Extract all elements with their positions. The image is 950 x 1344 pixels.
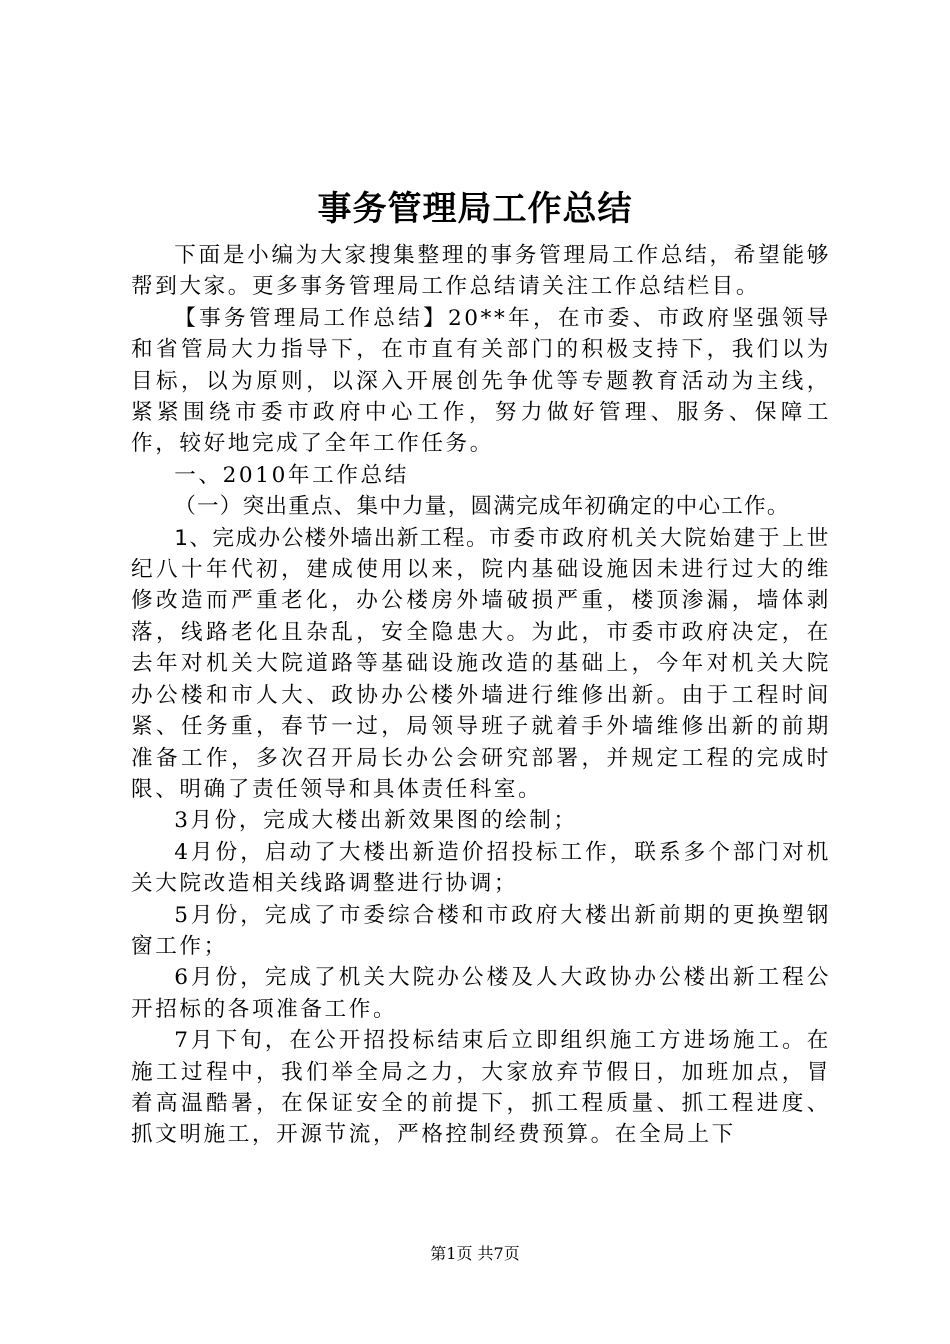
document-body <box>131 240 831 1151</box>
summary-paragraph: 【事务管理局工作总结】20**年，在市委、市政府坚强领导和省管局大力指导下，在市直有关部门的积极支持下，我们以为目标，以为原则，以深入开展创先争优等专题教育活动为主线，紧紧围绕市委市政府中心工作，努力做好管理、服务、保障工作，较好地完成了全年工作任务。 <box>131 305 831 457</box>
april-paragraph: 4月份，启动了大楼出新造价招投标工作，联系多个部门对机关大院改造相关线路调整进行协调； <box>131 839 831 897</box>
march-paragraph: 3月份，完成大楼出新效果图的绘制； <box>174 808 578 834</box>
july-paragraph: 7月下旬，在公开招投标结束后立即组织施工方进场施工。在施工过程中，我们举全局之力，大家放弃节假日，加班加点，冒着高温酷暑，在保证安全的前提下，抓工程质量、抓工程进度、抓文明施工，开源节流，严格控制经费预算。在全局上下 <box>131 1028 831 1148</box>
subsection-heading: （一）突出重点、集中力量，圆满完成年初确定的中心工作。 <box>174 494 790 520</box>
document-title: 事务管理局工作总结 <box>317 189 633 229</box>
may-paragraph: 5月份，完成了市委综合楼和市政府大楼出新前期的更换塑钢窗工作； <box>131 902 831 959</box>
page-footer: 第1页 共7页 <box>430 1244 520 1263</box>
item-1-heading: 1、完成办公楼外墙出新工程。 <box>174 525 489 551</box>
item-1-text: 市委市政府机关大院始建于上世纪八十年代初，建成使用以来，院内基础设施因未进行过大的维修改造而严重老化，办公楼房外墙破损严重，楼顶渗漏，墙体剥落，线路老化且杂乱，安全隐患大。为此，市委市政府决定，在去年对机关大院道路等基础设施改造的基础上，今年对机关大院办公楼和市人大、政协办公楼外墙进行维修出新。由于工程时间紧、任务重，春节一过，局领导班子就着手外墙维修出新的前期准备工作，多次召开局长办公会研究部署，并规定工程的完成时限、明确了责任领导和具体责任科室。 <box>131 525 832 802</box>
intro-paragraph: 下面是小编为大家搜集整理的事务管理局工作总结，希望能够帮到大家。更多事务管理局工作总结请关注工作总结栏目。 <box>131 243 831 300</box>
item-1-paragraph <box>131 523 831 806</box>
section-heading: 一、2010年工作总结 <box>174 462 409 488</box>
june-paragraph: 6月份，完成了机关大院办公楼及人大政协办公楼出新工程公开招标的各项准备工作。 <box>131 965 831 1022</box>
